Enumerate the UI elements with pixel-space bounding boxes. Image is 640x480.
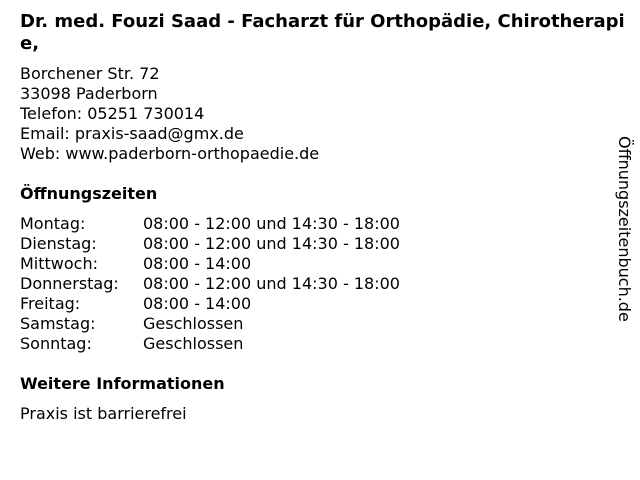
page-title: Dr. med. Fouzi Saad - Facharzt für Orthopädie, Chirotherapie, <box>20 11 625 54</box>
accessibility-note: Praxis ist barrierefrei <box>20 404 187 423</box>
hours-row-wednesday <box>20 254 400 274</box>
hours-day-label: Sonntag: <box>20 334 92 353</box>
hours-day-label: Freitag: <box>20 294 81 313</box>
website-address: Web: www.paderborn-orthopaedie.de <box>20 144 320 163</box>
hours-time-value: 08:00 - 12:00 und 14:30 - 18:00 <box>143 234 400 253</box>
city-address: 33098 Paderborn <box>20 84 158 103</box>
hours-row-tuesday <box>20 234 400 254</box>
opening-hours-heading: Öffnungszeiten <box>20 184 158 203</box>
further-info-heading: Weitere Informationen <box>20 374 225 393</box>
hours-row-friday <box>20 294 400 314</box>
address-block <box>20 64 319 164</box>
hours-day-label: Donnerstag: <box>20 274 119 293</box>
email-address: Email: praxis-saad@gmx.de <box>20 124 244 143</box>
opening-hours-table <box>20 214 400 354</box>
hours-time-value: 08:00 - 12:00 und 14:30 - 18:00 <box>143 214 400 233</box>
hours-row-thursday <box>20 274 400 294</box>
hours-time-value: Geschlossen <box>143 334 244 353</box>
phone-number: Telefon: 05251 730014 <box>20 104 205 123</box>
hours-time-value: 08:00 - 14:00 <box>143 254 252 273</box>
hours-row-saturday <box>20 314 400 334</box>
hours-time-value: 08:00 - 12:00 und 14:30 - 18:00 <box>143 274 400 293</box>
hours-day-label: Dienstag: <box>20 234 97 253</box>
hours-day-label: Mittwoch: <box>20 254 98 273</box>
site-watermark: Öffnungszeitenbuch.de <box>615 136 634 322</box>
hours-day-label: Montag: <box>20 214 86 233</box>
hours-row-sunday <box>20 334 400 354</box>
hours-day-label: Samstag: <box>20 314 96 333</box>
street-address: Borchener Str. 72 <box>20 64 160 83</box>
hours-row-monday <box>20 214 400 234</box>
hours-time-value: 08:00 - 14:00 <box>143 294 252 313</box>
hours-time-value: Geschlossen <box>143 314 244 333</box>
